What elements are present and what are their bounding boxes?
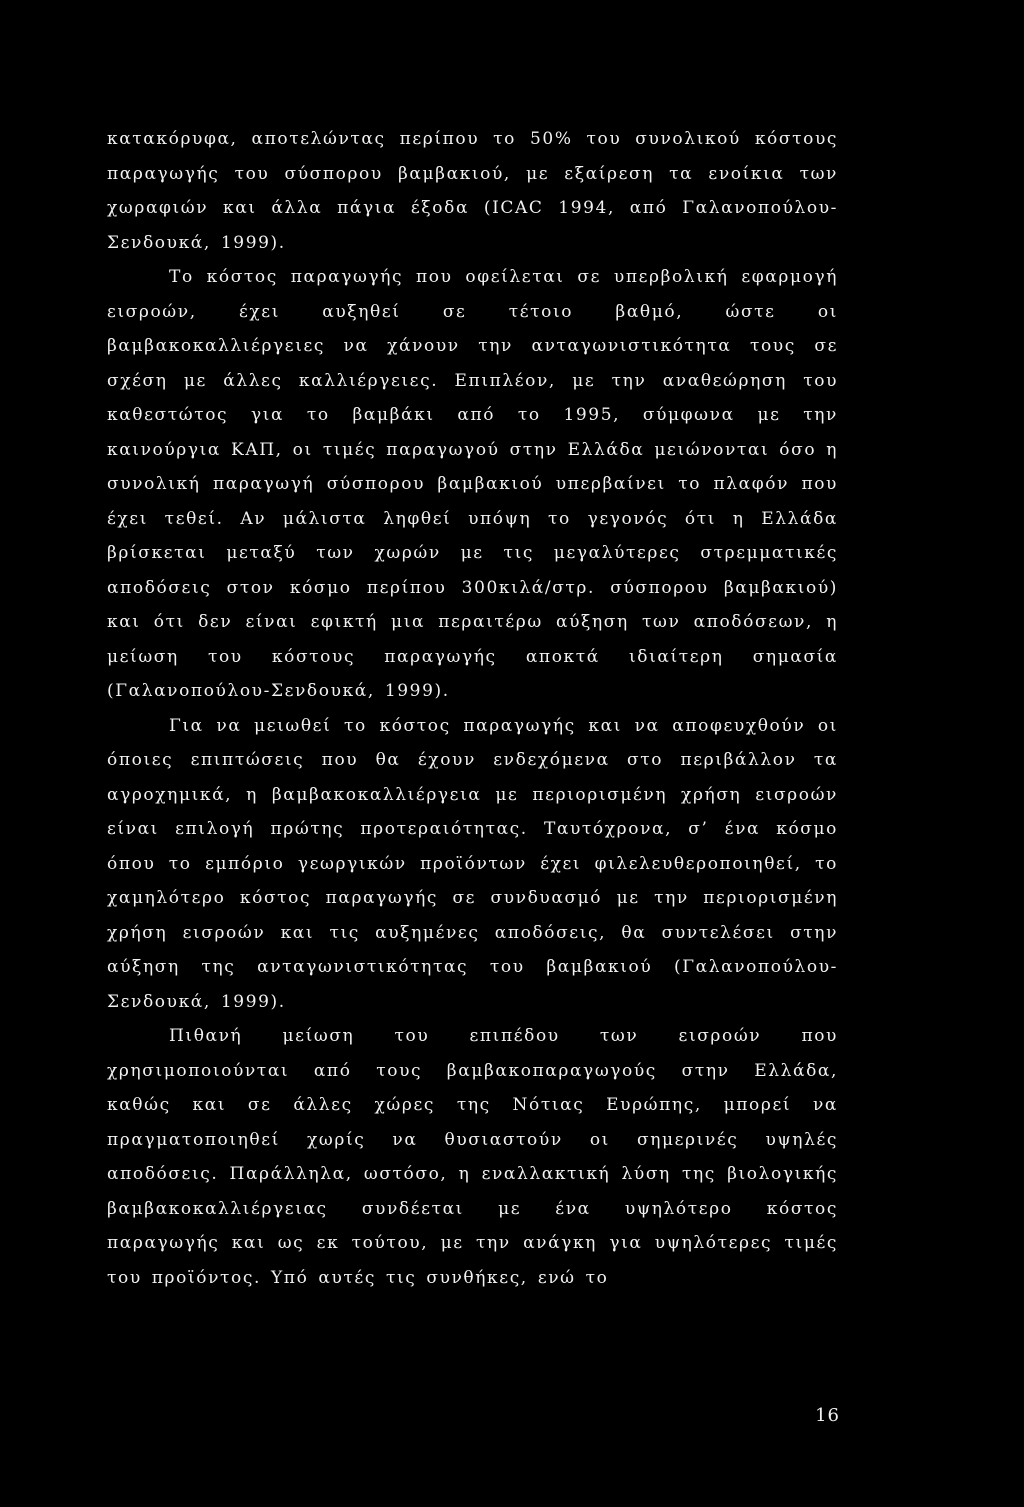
paragraph-3: Για να μειωθεί το κόστος παραγωγής και να αποφευχθούν οι όποιες επιπτώσεις που θα έχουν ενδεχόμενα στο περιβάλλον τα αγροχημικά, η βαμβακοκαλλιέργεια με περιορισμένη χρήση εισροών είναι επιλογή πρώτης προτεραιότητας. Ταυτόχρονα, σ’ ένα κόσμο όπου το εμπόριο γεωργικών προϊόντων έχει φιλελευθεροποιηθεί, το χαμηλότερο κόστος παραγωγής σε συνδυασμό με την περιορισμένη χρήση εισροών και τις αυξημένες αποδόσεις, θα συντελέσει στην αύξηση της ανταγωνιστικότητας του βαμβακιού (Γαλανοπούλου-Σενδουκά, 1999). (107, 715, 838, 1012)
body-text (107, 122, 838, 1295)
paragraph-2: Το κόστος παραγωγής που οφείλεται σε υπερβολική εφαρμογή εισροών, έχει αυξηθεί σε τέτοιο βαθμό, ώστε οι βαμβακοκαλλιέργειες να χάνουν την ανταγωνιστικότητα τους σε σχέση με άλλες καλλιέργειες. Επιπλέον, με την αναθεώρηση του καθεστώτος για το βαμβάκι από το 1995, σύμφωνα με την καινούργια ΚΑΠ, οι τιμές παραγωγού στην Ελλάδα μειώνονται όσο η συνολική παραγωγή σύσπορου βαμβακιού υπερβαίνει το πλαφόν που έχει τεθεί. Αν μάλιστα ληφθεί υπόψη το γεγονός ότι η Ελλάδα βρίσκεται μεταξύ των χωρών με τις μεγαλύτερες στρεμματικές αποδόσεις στον κόσμο περίπου 300κιλά/στρ. σύσπορου βαμβακιού) και ότι δεν είναι εφικτή μια περαιτέρω αύξηση των αποδόσεων, η μείωση του κόστους παραγωγής αποκτά ιδιαίτερη σημασία (Γαλανοπούλου-Σενδουκά, 1999). (107, 267, 838, 701)
paragraph-4: Πιθανή μείωση του επιπέδου των εισροών που χρησιμοποιούνται από τους βαμβακοπαραγωγούς στην Ελλάδα, καθώς και σε άλλες χώρες της Νότιας Ευρώπης, μπορεί να πραγματοποιηθεί χωρίς να θυσιαστούν οι σημερινές υψηλές αποδόσεις. Παράλληλα, ωστόσο, η εναλλακτική λύση της βιολογικής βαμβακοκαλλιέργειας συνδέεται με ένα υψηλότερο κόστος παραγωγής και ως εκ τούτου, με την ανάγκη για υψηλότερες τιμές του προϊόντος. Υπό αυτές τις συνθήκες, ενώ το (107, 1026, 838, 1288)
page-number: 16 (815, 1405, 840, 1426)
paragraph-1: κατακόρυφα, αποτελώντας περίπου το 50% του συνολικού κόστους παραγωγής του σύσπορου βαμβακιού, με εξαίρεση τα ενοίκια των χωραφιών και άλλα πάγια έξοδα (ICAC 1994, από Γαλανοπούλου-Σενδουκά, 1999). (107, 129, 838, 253)
